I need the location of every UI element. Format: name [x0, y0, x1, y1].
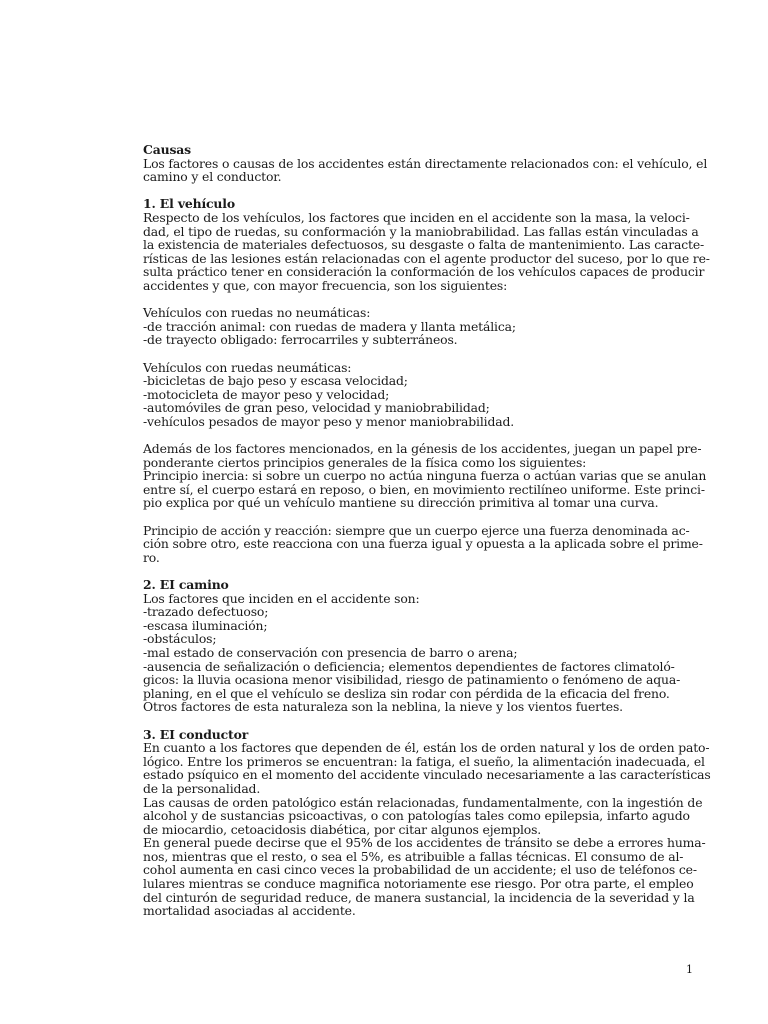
section-heading: Causas: [143, 142, 191, 157]
text-line: entre sí, el cuerpo estará en reposo, o bien, en movimiento rectilíneo uniforme. Este princi-: [143, 481, 705, 497]
text-line: sulta práctico tener en consideración la conformación de los vehículos capaces de producir: [143, 264, 705, 280]
text-line: pio explica por qué un vehículo mantiene su dirección primitiva al tomar una curva.: [143, 495, 659, 511]
section-heading: 2. EI camino: [143, 577, 229, 592]
text-line: -automóviles de gran peso, velocidad y maniobrabilidad;: [143, 400, 490, 416]
text-line: dad, el tipo de ruedas, su conformación y la maniobrabilidad. Las fallas están vinculadas a: [143, 223, 699, 239]
text-line: de la personalidad.: [143, 780, 261, 796]
text-line: -mal estado de conservación con presencia de barro o arena;: [143, 644, 518, 660]
text-line: mortalidad asociadas al accidente.: [143, 903, 356, 919]
section-spacer: [143, 564, 693, 578]
text-line: -obstáculos;: [143, 631, 217, 647]
text-line: -escasa iluminación;: [143, 617, 268, 633]
text-line: -vehículos pesados de mayor peso y menor maniobrabilidad.: [143, 413, 515, 429]
section-heading: 3. EI conductor: [143, 726, 249, 742]
paragraph-spacer: [143, 347, 693, 361]
text-line: Vehículos con ruedas no neumáticas:: [143, 305, 371, 321]
paragraph-spacer: [143, 293, 693, 307]
section-spacer: [143, 184, 693, 198]
text-line: Principio inercia: si sobre un cuerpo no actúa ninguna fuerza o actúan varias que se anulan: [143, 468, 707, 484]
text-line: Otros factores de esta naturaleza son la neblina, la nieve y los vientos fuertes.: [143, 699, 623, 715]
text-line: En general puede decirse que el 95% de los accidentes de tránsito se debe a errores huma-: [143, 835, 706, 851]
text-line: -de tracción animal: con ruedas de madera y llanta metálica;: [143, 318, 516, 334]
text-line: Los factores que inciden en el accidente son:: [143, 590, 420, 606]
document-body: [143, 142, 711, 919]
text-line: lógico. Entre los primeros se encuentran: la fatiga, el sueño, la alimentación inadecuada, el: [143, 753, 705, 769]
text-line: En cuanto a los factores que dependen de él, están los de orden natural y los de orden pato-: [143, 740, 710, 756]
text-line: Principio de acción y reacción: siempre que un cuerpo ejerce una fuerza denominada ac-: [143, 522, 690, 538]
text-line: cohol aumenta en casi cinco veces la probabilidad de un accidente; el uso de teléfonos ce-: [143, 862, 697, 878]
text-line: la existencia de materiales defectuosos, su desgaste o falta de mantenimiento. Las caracte-: [143, 237, 705, 253]
text-line: -trazado defectuoso;: [143, 604, 269, 620]
section-spacer: [143, 714, 693, 728]
text-line: ción sobre otro, este reacciona con una fuerza igual y opuesta a la aplicada sobre el prime-: [143, 536, 703, 552]
text-line: planing, en el que el vehículo se desliza sin rodar con pérdida de la eficacia del freno.: [143, 685, 670, 701]
paragraph-spacer: [143, 510, 693, 524]
text-line: rísticas de las lesiones están relacionadas con el agente productor del suceso, por lo que re-: [143, 250, 710, 266]
text-line: Los factores o causas de los accidentes están directamente relacionados con: el vehículo, el: [143, 155, 708, 171]
text-line: Respecto de los vehículos, los factores que inciden en el accidente son la masa, la veloci-: [143, 209, 690, 225]
page-number: 1: [686, 963, 693, 976]
text-line: lulares mientras se conduce magnifica notoriamente ese riesgo. Por otra parte, el empleo: [143, 876, 694, 892]
text-line: gicos: la lluvia ocasiona menor visibilidad, riesgo de patinamiento o fenómeno de aqua-: [143, 672, 681, 688]
text-line: -bicicletas de bajo peso y escasa velocidad;: [143, 373, 408, 389]
text-line: -ausencia de señalización o deficiencia; elementos dependientes de factores climatoló-: [143, 658, 675, 674]
text-line: del cinturón de seguridad reduce, de manera sustancial, la incidencia de la severidad y la: [143, 889, 695, 905]
text-line: camino y el conductor.: [143, 169, 282, 185]
text-line: Las causas de orden patológico están relacionadas, fundamentalmente, con la ingestión de: [143, 794, 703, 810]
text-line: -de trayecto obligado: ferrocarriles y subterráneos.: [143, 332, 458, 348]
text-line: Vehículos con ruedas neumáticas:: [143, 359, 352, 375]
text-line: alcohol y de sustancias psicoactivas, o con patologías tales como epilepsia, infarto agudo: [143, 808, 690, 824]
text-line: estado psíquico en el momento del accidente vinculado necesariamente a las características: [143, 767, 711, 783]
section-heading: 1. El vehículo: [143, 196, 235, 212]
text-line: de miocardio, cetoacidosis diabética, por citar algunos ejemplos.: [143, 821, 542, 837]
paragraph-spacer: [143, 428, 693, 442]
text-line: Además de los factores mencionados, en la génesis de los accidentes, juegan un papel pre-: [143, 441, 702, 457]
text-line: ro.: [143, 549, 160, 565]
text-line: ponderante ciertos principios generales de la física como los siguientes:: [143, 454, 587, 470]
text-line: nos, mientras que el resto, o sea el 5%, es atribuible a fallas técnicas. El consumo de al-: [143, 848, 684, 864]
text-line: accidentes y que, con mayor frecuencia, son los siguientes:: [143, 277, 508, 293]
text-line: -motocicleta de mayor peso y velocidad;: [143, 386, 390, 402]
